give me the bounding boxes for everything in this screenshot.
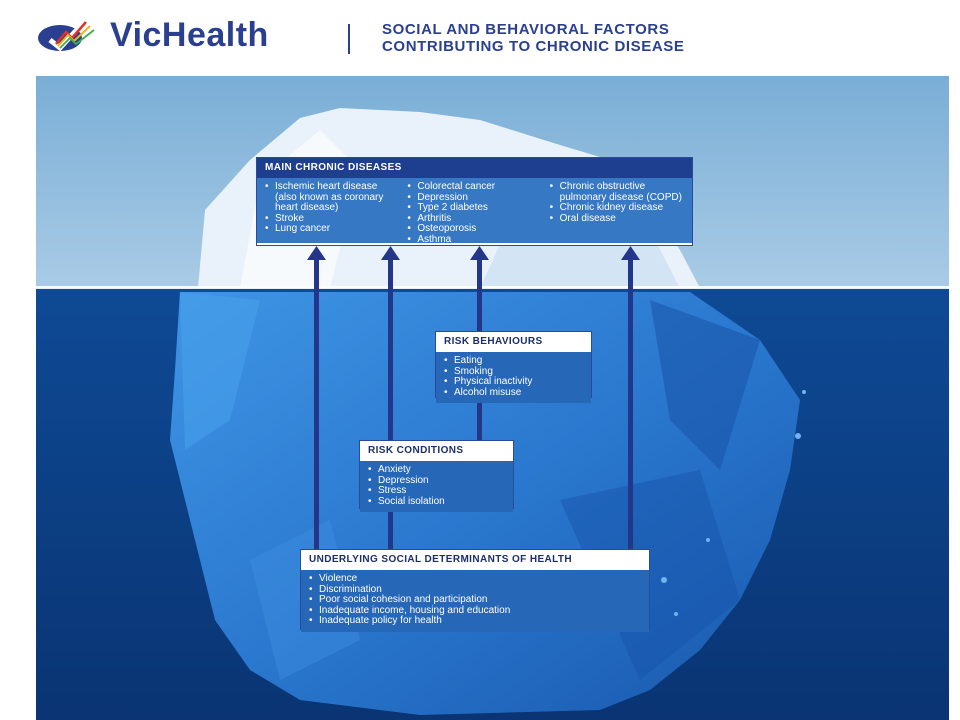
risk-conditions-box [359, 440, 514, 509]
list-item: • Colorectal cancer [407, 182, 541, 193]
bubble [795, 433, 801, 439]
social-determinants-box [300, 549, 650, 630]
list-item: • Anxiety [368, 465, 505, 476]
list-item: • Depression [368, 476, 505, 487]
list-item: • Alcohol misuse [444, 388, 583, 399]
list-item: • Arthritis [407, 214, 541, 225]
list-item: • Poor social cohesion and participation [309, 595, 641, 606]
title-line-2: CONTRIBUTING TO CHRONIC DISEASE [382, 38, 685, 55]
risk-conditions-title: RISK CONDITIONS [368, 445, 464, 456]
social-determinants-list [301, 570, 649, 632]
disease-column [265, 182, 399, 238]
list-item: • Physical inactivity [444, 377, 583, 388]
list-item: • Inadequate policy for health [309, 616, 641, 627]
main-chronic-diseases-box [256, 157, 693, 246]
social-determinants-title: UNDERLYING SOCIAL DETERMINANTS OF HEALTH [309, 554, 573, 565]
arrow-shaft [628, 258, 633, 550]
list-item: • Ischemic heart disease (also known as coronary heart disease) [265, 182, 399, 214]
list-item: • Stroke [265, 214, 399, 225]
bubble [706, 538, 710, 542]
waterline [36, 286, 949, 289]
list-item: • Oral disease [550, 214, 684, 225]
risk-behaviours-title: RISK BEHAVIOURS [444, 336, 543, 347]
page-header [0, 0, 960, 76]
arrow-shaft [388, 258, 393, 440]
list-item: • Inadequate income, housing and education [309, 606, 641, 617]
brand-name: VicHealth [110, 16, 269, 54]
vichealth-logo-icon [36, 18, 108, 58]
list-item: • Chronic kidney disease [550, 203, 684, 214]
list-item: • Social isolation [368, 497, 505, 508]
risk-conditions-list [360, 461, 513, 512]
list-item: • Smoking [444, 367, 583, 378]
list-item: • Type 2 diabetes [407, 203, 541, 214]
main-diseases-list [257, 178, 692, 243]
list-item: • Stress [368, 486, 505, 497]
list-item: • Depression [407, 193, 541, 204]
main-diseases-title: MAIN CHRONIC DISEASES [257, 158, 692, 178]
list-item: • Discrimination [309, 585, 641, 596]
risk-behaviours-list [436, 352, 591, 403]
title-line-1: SOCIAL AND BEHAVIORAL FACTORS [382, 21, 670, 38]
page-title [382, 21, 812, 55]
disease-column [550, 182, 684, 238]
arrow-shaft [477, 258, 482, 331]
arrow-shaft [477, 398, 482, 440]
arrow-shaft [314, 258, 319, 550]
list-item: • Osteoporosis [407, 224, 541, 235]
bubble [674, 612, 678, 616]
disease-column [407, 181, 541, 245]
list-item: • Lung cancer [265, 224, 399, 235]
arrow-shaft [388, 509, 393, 550]
bubble [661, 577, 667, 583]
bubble [802, 390, 806, 394]
list-item: • Violence [309, 574, 641, 585]
list-item: • Eating [444, 356, 583, 367]
list-item: • Chronic obstructive pulmonary disease (COPD) [550, 182, 684, 203]
list-item: • Asthma [407, 235, 541, 246]
risk-behaviours-box [435, 331, 592, 398]
header-divider [348, 24, 350, 54]
